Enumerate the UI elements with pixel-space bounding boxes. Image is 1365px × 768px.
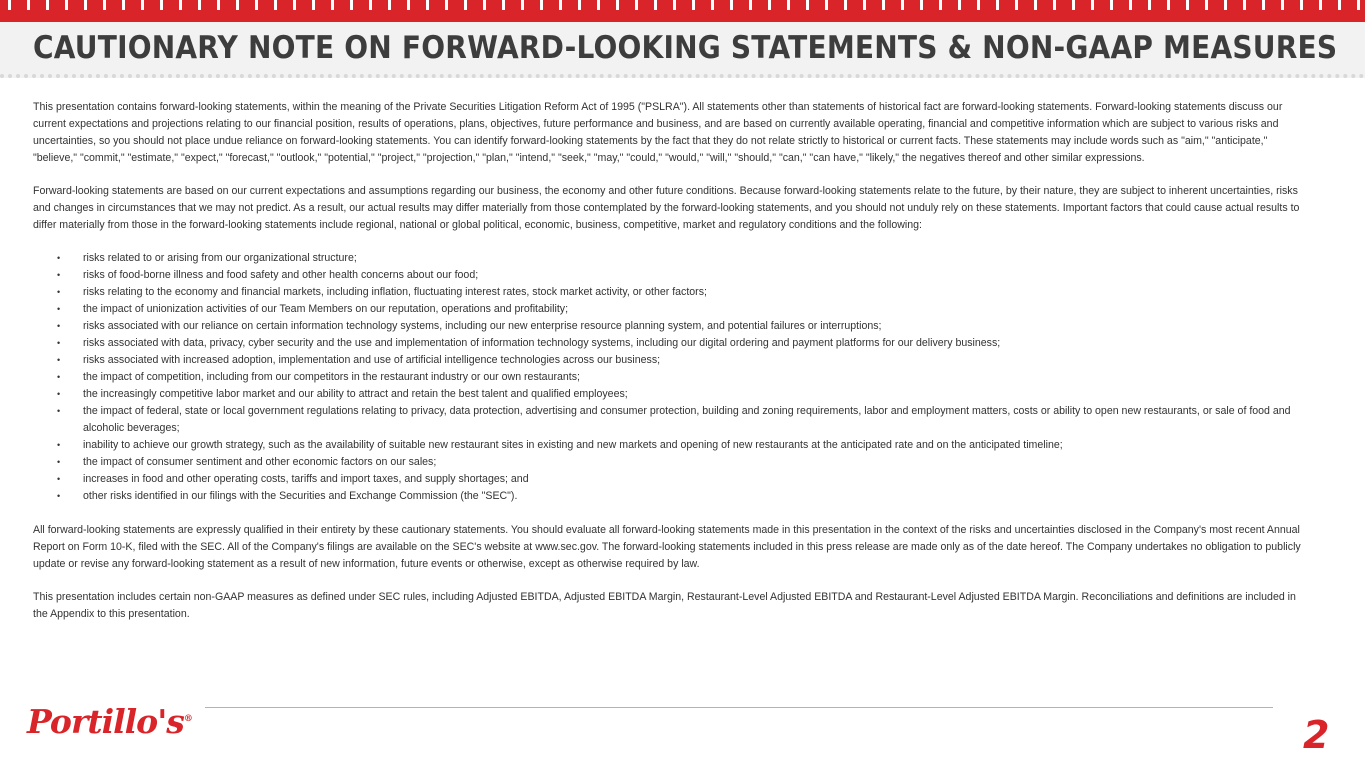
portillos-logo [27,702,192,741]
non-gaap-paragraph: This presentation includes certain non-GAAP measures as defined under SEC rules, including Adjusted EBITDA, Adjusted EBITDA Margin, Restaurant-Level Adjusted EBITDA and Restaurant-Level Adjusted EBITDA Margin. Reconciliations and definitions are included in the Appendix to this presentation. [33,591,1296,620]
risk-factor-text: the impact of unionization activities of our Team Members on our reputation, operations and profitability; [83,303,569,315]
risk-factor-item [33,488,1303,505]
risk-factor-list [33,250,1303,505]
bullet-dot-icon: • [57,321,61,331]
risk-factor-item [33,352,1303,369]
risk-factor-text: risks associated with data, privacy, cyber security and the use and implementation of information technology systems, including our digital ordering and payment platforms for our delivery business; [83,337,1001,349]
intro-paragraph: This presentation contains forward-looking statements, within the meaning of the Private Securities Litigation Reform Act of 1995 ("PSLRA"). All statements other than statements of historical fact are forward-looking statements. Forward-looking statements discuss our current expectations and projections relating to our financial position, results of operations, plans, objectives, future performance and business, and are based on currently available operating, financial and competitive information which are subject to various risks and uncertainties, so you should not place undue reliance on forward-looking statements. You can identify forward-looking statements by the fact that they do not relate strictly to historical or current facts. These statements may include words such as "aim," "anticipate," "believe," "commit," "estimate," "expect," "forecast," "outlook," "potential," "project," "projection," "plan," "intend," "seek," "may," "could," "would," "will," "should," "can," "can have," "likely," the negatives thereof and other similar expressions. [33,101,1283,164]
bullet-dot-icon: • [57,338,61,348]
risk-factor-text: risks of food-borne illness and food safety and other health concerns about our food; [83,269,479,281]
bullet-dot-icon: • [57,372,61,382]
risk-factor-text: inability to achieve our growth strategy, such as the availability of suitable new restaurant sites in existing and new markets and opening of new restaurants at the anticipated rate and on the anticipated timeline; [83,439,1063,451]
qualification-paragraph: All forward-looking statements are expressly qualified in their entirety by these cautionary statements. You should evaluate all forward-looking statements made in this presentation in the context of the risks and uncertainties disclosed in the Company's most recent Annual Report on Form 10-K, filed with the SEC. All of the Company's filings are available on the SEC's website at www.sec.gov. The forward-looking statements included in this press release are made only as of the date hereof. The Company undertakes no obligation to publicly update or revise any forward-looking statement as a result of new information, future events or otherwise, except as otherwise required by law. [33,524,1301,570]
risk-factor-item [33,369,1303,386]
risk-factor-item [33,386,1303,403]
bullet-dot-icon: • [57,253,61,263]
risk-factor-item [33,301,1303,318]
risk-factor-text: risks relating to the economy and financial markets, including inflation, fluctuating interest rates, stock market activity, or other factors; [83,286,707,298]
bullet-dot-icon: • [57,406,61,416]
page-title: CAUTIONARY NOTE ON FORWARD-LOOKING STATEMENTS & NON-GAAP MEASURES [33,30,1338,66]
bullet-dot-icon: • [57,440,61,450]
risk-factor-item [33,267,1303,284]
risk-factor-text: the impact of consumer sentiment and other economic factors on our sales; [83,456,437,468]
risk-factor-item [33,403,1303,437]
risk-factor-text: increases in food and other operating costs, tariffs and import taxes, and supply shortages; and [83,473,529,485]
bullet-dot-icon: • [57,389,61,399]
disclaimer-body [33,99,1303,639]
risk-factor-item [33,471,1303,488]
bullet-dot-icon: • [57,355,61,365]
risk-factor-item [33,437,1303,454]
bullet-dot-icon: • [57,457,61,467]
risk-factor-text: the increasingly competitive labor market and our ability to attract and retain the best talent and qualified employees; [83,388,628,400]
bullet-dot-icon: • [57,304,61,314]
risk-factor-item [33,318,1303,335]
bullet-dot-icon: • [57,270,61,280]
bullet-dot-icon: • [57,474,61,484]
risk-factor-item [33,284,1303,301]
risk-factor-item [33,454,1303,471]
risk-factor-text: risks associated with increased adoption, implementation and use of artificial intelligence technologies across our business; [83,354,661,366]
risk-factor-item [33,250,1303,267]
factors-paragraph: Forward-looking statements are based on our current expectations and assumptions regarding our business, the economy and other future conditions. Because forward-looking statements relate to the future, by their nature, they are subject to inherent uncertainties, risks and changes in circumstances that we may not predict. As a result, our actual results may differ materially from those contemplated by the forward-looking statements, and you should not unduly rely on these statements. Important factors that could cause actual results to differ materially from those in the forward-looking statements include regional, national or global political, economic, business, competitive, market and regulatory conditions and the following: [33,185,1300,231]
logo-wordmark: Portillo's [27,702,184,741]
risk-factor-item [33,335,1303,352]
risk-factor-text: risks associated with our reliance on certain information technology systems, including our new enterprise resource planning system, and potential failures or interruptions; [83,320,882,332]
footer-divider [205,707,1273,708]
bullet-dot-icon: • [57,287,61,297]
decorative-top-border [0,0,1365,22]
page-number: 2 [1303,713,1330,757]
risk-factor-text: other risks identified in our filings with the Securities and Exchange Commission (the "SEC"). [83,490,518,502]
registered-mark: ® [183,714,192,724]
bullet-dot-icon: • [57,491,61,501]
risk-factor-text: the impact of competition, including from our competitors in the restaurant industry or our own restaurants; [83,371,580,383]
risk-factor-text: risks related to or arising from our organizational structure; [83,252,357,264]
risk-factor-text: the impact of federal, state or local government regulations relating to privacy, data protection, advertising and consumer protection, building and zoning requirements, labor and employment matters, costs or ability to open new restaurants, or sale of food and alcoholic beverages; [83,405,1291,434]
